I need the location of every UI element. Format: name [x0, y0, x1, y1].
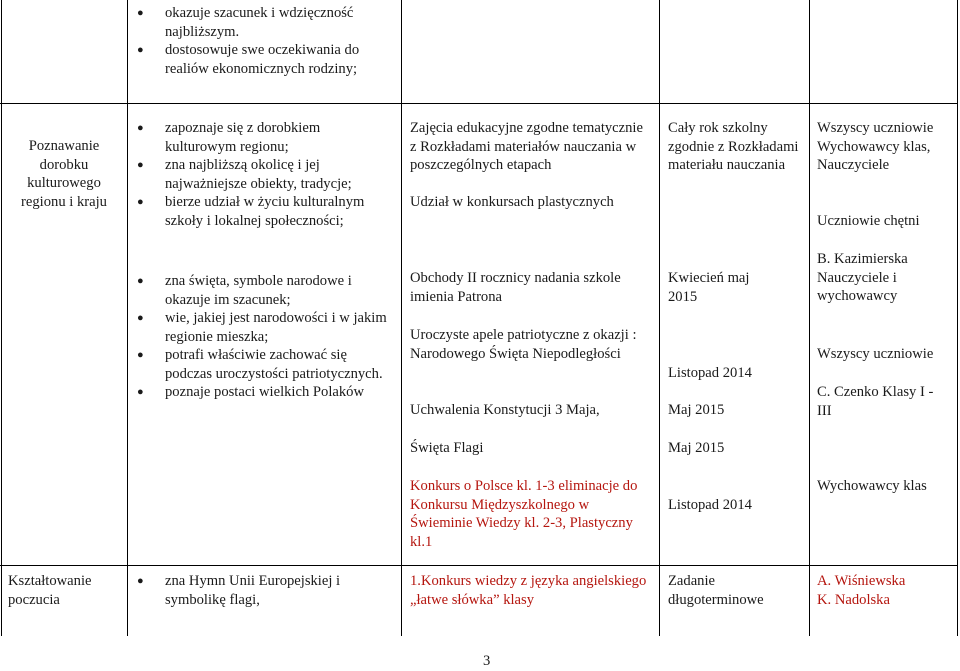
row3-responsible — [817, 477, 957, 496]
outcome-item: ● poznaje postaci wielkich Polaków — [137, 383, 393, 402]
column-divider-4 — [809, 0, 810, 636]
area-line: Poznawanie — [28, 138, 100, 154]
outcome-item: ● dostosowuje swe oczekiwania do realiów ekonomicznych rodziny; — [137, 41, 393, 78]
row2-term-may-2 — [668, 439, 806, 458]
row1-outcomes — [137, 119, 393, 230]
column-divider-1 — [127, 0, 128, 636]
row4-responsible — [817, 572, 957, 609]
term-text: Listopad 2014 — [668, 497, 752, 513]
outcome-item: ● okazuje szacunek i wdzięczność najbliższym. — [137, 4, 393, 41]
term-text: Listopad 2014 — [668, 365, 752, 381]
area-shaping-sense — [8, 572, 126, 609]
activity-text: Konkurs o Polsce kl. 1-3 eliminacje do Konkursu Międzyszkolnego w Świeminie Wiedzy kl. 2-3, Plastyczny kl.1 — [410, 478, 638, 550]
row2-responsible-c — [817, 383, 937, 420]
area-line: dorobku — [39, 156, 89, 173]
table-border-left — [1, 0, 2, 636]
responsible-text: K. Nadolska — [817, 591, 890, 608]
outcome-item: ● potrafi właściwie zachować się podczas uroczystości patriotycznych. — [137, 346, 393, 383]
responsible-text: Wszyscy uczniowie Wychowawcy klas, Nauczyciele — [817, 120, 934, 173]
activity-text: Święta Flagi — [410, 440, 484, 456]
activity-text: Narodowego Święta Niepodległości — [410, 345, 621, 362]
row2-activity-anniversary — [410, 269, 656, 306]
term-text: Kwiecień maj 2015 — [668, 270, 750, 305]
row4-outcomes — [137, 572, 393, 609]
row-divider-1 — [0, 103, 958, 104]
activity-text: Uroczyste apele patriotyczne z okazji : — [410, 327, 637, 343]
term-text: Cały rok szkolny zgodnie z Rozkładami materiału nauczania — [668, 120, 799, 173]
column-divider-3 — [659, 0, 660, 636]
row2-activity-assemblies — [410, 326, 656, 363]
area-line: regionu i kraju — [21, 193, 107, 210]
outcome-item: ● zna Hymn Unii Europejskiej i symbolikę flagi, — [137, 572, 393, 609]
area-line: Kształtowanie poczucia — [8, 573, 92, 608]
row0-outcomes — [137, 4, 393, 78]
responsible-text: Wychowawcy klas — [817, 478, 927, 494]
outcome-item: ● zna najbliższą okolicę i jej najważniejsze obiekty, tradycje; — [137, 156, 393, 193]
row1-term — [668, 119, 806, 175]
term-text: Maj 2015 — [668, 440, 725, 456]
row2-activity-constitution — [410, 401, 656, 420]
term-text: Maj 2015 — [668, 402, 725, 418]
activity-text: Udział w konkursach plastycznych — [410, 193, 614, 210]
row2-term-november — [668, 364, 806, 383]
area-cultural-heritage — [4, 137, 124, 211]
outcome-item: ● zna święta, symbole narodowe i okazuje im szacunek; — [137, 272, 393, 309]
table-border-right — [957, 0, 958, 636]
term-text: Zadanie długoterminowe — [668, 573, 764, 608]
activity-text: Uchwalenia Konstytucji 3 Maja, — [410, 402, 600, 418]
row4-term — [668, 572, 806, 609]
activity-text: Obchody II rocznicy nadania szkole imienia Patrona — [410, 270, 621, 305]
row3-activity-competition — [410, 477, 650, 551]
activity-text: 1.Konkurs wiedzy z języka angielskiego „łatwe słówka” klasy — [410, 573, 647, 608]
row2-responsible-a — [817, 250, 937, 306]
row2-responsible-b — [817, 345, 957, 364]
page-number: 3 — [483, 653, 491, 669]
row2-term-april — [668, 269, 778, 306]
outcome-item: ● wie, jakiej jest narodowości i w jakim regionie mieszka; — [137, 309, 393, 346]
row3-term — [668, 496, 806, 515]
outcome-item: ● zapoznaje się z dorobkiem kulturowym regionu; — [137, 119, 393, 156]
row1-responsible — [817, 119, 957, 229]
activity-text: Zajęcia edukacyjne zgodne tematycznie z Rozkładami materiałów nauczania w poszczególnych etapach — [410, 120, 643, 173]
responsible-text: B. Kazimierska Nauczyciele i wychowawcy — [817, 251, 908, 304]
row4-activity — [410, 572, 656, 609]
responsible-text: A. Wiśniewska — [817, 573, 906, 589]
row2-activity-flag-day — [410, 439, 656, 458]
area-line: kulturowego — [27, 175, 101, 191]
row2-term-may-1 — [668, 401, 806, 420]
column-divider-2 — [401, 0, 402, 636]
row1-activities — [410, 119, 652, 211]
row-divider-2 — [0, 565, 958, 566]
row2-outcomes — [137, 272, 393, 402]
responsible-text: C. Czenko Klasy I - III — [817, 384, 934, 419]
responsible-text: Wszyscy uczniowie — [817, 346, 934, 362]
outcome-item: ● bierze udział w życiu kulturalnym szkoły i lokalnej społeczności; — [137, 193, 393, 230]
responsible-text: Uczniowie chętni — [817, 213, 920, 229]
